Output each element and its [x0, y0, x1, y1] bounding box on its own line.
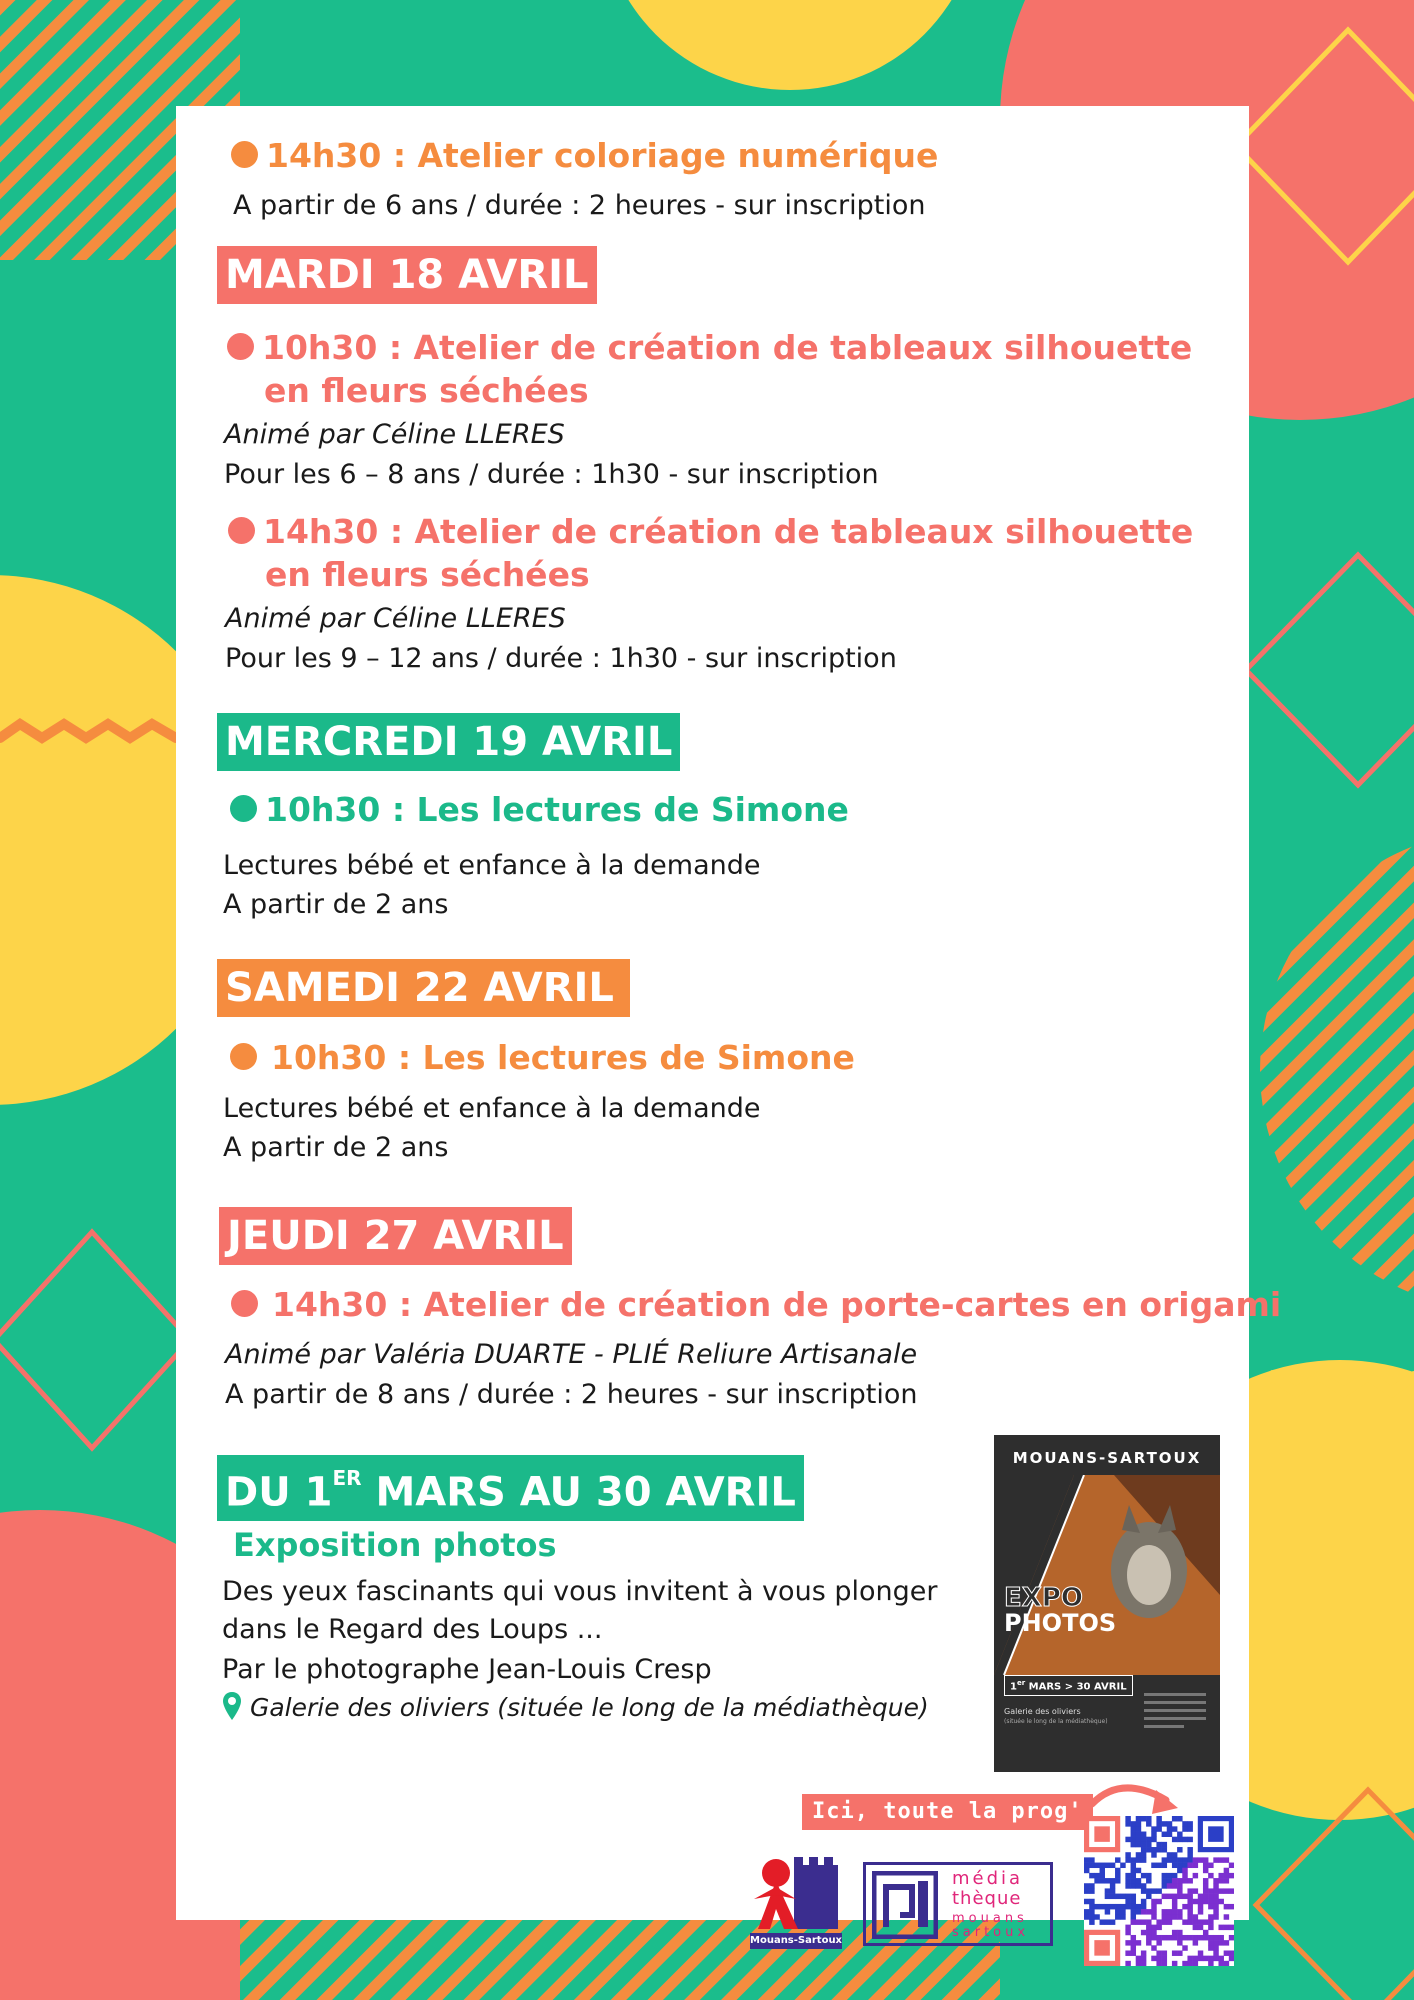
expo-location: Galerie des oliviers (située le long de la médiathèque) — [222, 1688, 929, 1728]
bullet-icon — [230, 795, 257, 822]
day-header-jeudi: JEUDI 27 AVRIL — [219, 1207, 572, 1265]
event-title: 14h30 : Atelier de création de porte-cartes en origami — [231, 1283, 1281, 1326]
mediatheque-logo — [863, 1862, 1053, 1946]
event-title: 14h30 : Atelier coloriage numérique — [231, 134, 938, 177]
event-host: Animé par Céline LLERES — [225, 603, 566, 634]
event-details: A partir de 2 ans — [223, 1132, 449, 1163]
location-pin-icon — [222, 1691, 242, 1721]
media-logo-line: thèque — [952, 1888, 1022, 1909]
media-logo-line: sartoux — [952, 1925, 1030, 1940]
event-details: A partir de 6 ans / durée : 2 heures - sur inscription — [233, 190, 926, 221]
event-title-continued: en fleurs séchées — [264, 371, 589, 410]
city-crest-icon — [750, 1851, 842, 1929]
bullet-icon — [231, 141, 258, 168]
event-title: 10h30 : Les lectures de Simone — [230, 1036, 855, 1079]
event-details: Lectures bébé et enfance à la demande — [223, 1093, 761, 1124]
poster-photos-word: PHOTOS — [1004, 1609, 1117, 1637]
city-logo-text: Mouans-Sartoux — [750, 1933, 842, 1949]
event-title: 10h30 : Les lectures de Simone — [230, 788, 849, 831]
event-host: Animé par Céline LLERES — [224, 419, 565, 450]
bullet-icon — [228, 517, 255, 544]
bullet-icon — [230, 1043, 257, 1070]
event-title-continued: en fleurs séchées — [265, 555, 590, 594]
bullet-icon — [227, 333, 254, 360]
qr-code[interactable] — [1084, 1816, 1234, 1966]
event-host: Animé par Valéria DUARTE - PLIÉ Reliure Artisanale — [225, 1339, 918, 1370]
expo-photographer: Par le photographe Jean-Louis Cresp — [222, 1654, 712, 1685]
poster-venue: Galerie des oliviers — [1004, 1707, 1081, 1716]
poster-city: MOUANS-SARTOUX — [1012, 1449, 1202, 1467]
program-link-label: Ici, toute la prog' — [802, 1794, 1093, 1830]
poster-text-block — [1144, 1693, 1206, 1743]
mouans-sartoux-logo — [750, 1851, 842, 1948]
event-details: Pour les 9 – 12 ans / durée : 1h30 - sur inscription — [225, 643, 897, 674]
event-details: Lectures bébé et enfance à la demande — [223, 850, 761, 881]
expo-description: dans le Regard des Loups ... — [222, 1614, 603, 1645]
program-panel — [176, 106, 1282, 1946]
qr-code-pattern — [1084, 1816, 1234, 1966]
day-header-mercredi: MERCREDI 19 AVRIL — [217, 713, 680, 771]
event-details: A partir de 8 ans / durée : 2 heures - sur inscription — [225, 1379, 918, 1410]
media-logo-line: média — [952, 1868, 1024, 1889]
expo-poster[interactable] — [994, 1435, 1220, 1772]
expo-title: Exposition photos — [233, 1526, 557, 1564]
event-title: 14h30 : Atelier de création de tableaux silhouette — [228, 510, 1193, 553]
mediatheque-emblem-icon — [872, 1871, 938, 1939]
wolf-photo — [994, 1475, 1220, 1675]
event-details: Pour les 6 – 8 ans / durée : 1h30 - sur inscription — [224, 459, 879, 490]
day-header-mardi: MARDI 18 AVRIL — [217, 246, 597, 304]
day-header-samedi: SAMEDI 22 AVRIL — [217, 959, 630, 1017]
day-header-expo: DU 1ER MARS AU 30 AVRIL — [217, 1455, 804, 1521]
poster-venue-detail: (située le long de la médiathèque) — [1004, 1718, 1108, 1725]
poster-dates: 1er MARS > 30 AVRIL — [1004, 1675, 1133, 1696]
expo-description: Des yeux fascinants qui vous invitent à vous plonger — [222, 1576, 938, 1607]
event-details: A partir de 2 ans — [223, 889, 449, 920]
bullet-icon — [231, 1290, 258, 1317]
poster-expo-word: EXPO — [1004, 1583, 1083, 1613]
event-title: 10h30 : Atelier de création de tableaux silhouette — [227, 326, 1192, 369]
media-logo-line: mouans — [952, 1911, 1028, 1926]
